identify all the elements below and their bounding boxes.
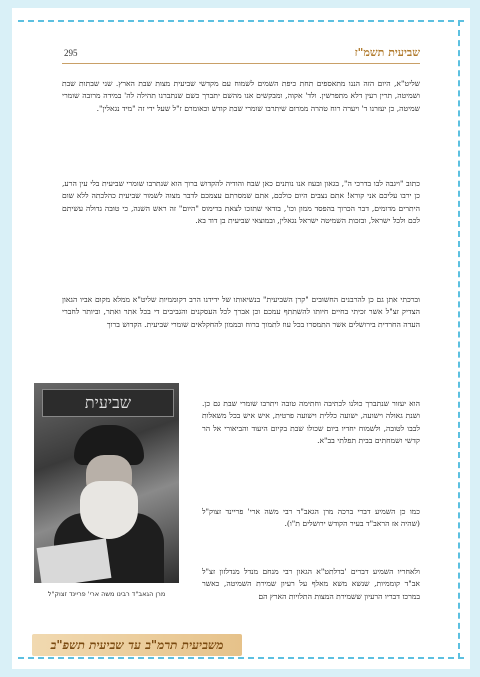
photo-paper <box>37 538 112 583</box>
dashed-border-right <box>458 20 460 659</box>
paragraph-5: ולאחריו השמיע דברים 'בדלתט"א הגאון רבי מנחם מנדל מנדלזון זצ"ל אב"ד קוממיות, שנשא משא מאלף על רעיון שמירת השמיטה, כאשר במרכז דבריו הרעיון ששמירת המצות התלויות הארץ הם <box>202 567 420 601</box>
running-title: שביעית תשמ"ז <box>354 46 420 59</box>
rabbi-photo <box>34 383 179 583</box>
paragraph-1: שליט"א, היום הזה הננו מתאספים תחת כיפת השמים לשמוח עם מקדשי שביעית מצות שבת הארץ. שני שבתות שבת ושמיטה, תרין רעין דלא מתפרשין. ולד' אקוה, ומבקשים אנו מהשם יתברך כשם שנתברנו תהילה לה' במידה מרובה שומרי שמיטה, כן יעזרנו ד' ויערה רוח טהרה ממרום שיתרבו שומרי שבת קודש וכאומרם ז"ל שעל ידי זה "מיד נגאלין". <box>62 79 420 113</box>
dashed-border-bottom <box>18 657 464 659</box>
photo-sign: שביעית <box>42 389 174 417</box>
paragraph-2: כתוב "ויגבה לבו בדרכי ה", בגאון ובעוז אנו נותנים כאן שבח והודיה להקדוש ברוך הוא שנתרבו שומרי שביעית בלי עין הרע, כן ירבו עליכם אני קורא! אתם נצבים היום כולכם, אתם שמסרתם עצמכם לדבר מצוה לשמור שביעית כהלכתה ללא שום היתרים מדומים, דבר הכרוך בהפסד ממון וכו', בודאי שתזכו לצאת בדימוס "היום" זה ראש השנה, כי טובה גדולה עשיתם לכם ולכל ישראל, ובזכות השמיטה ישראל נגאלין, ובמוצאי שביעית בן דוד בא. <box>62 179 420 226</box>
footer-banner-text: משביעית תרמ"ב עד שביעית תשפ"ב <box>50 638 224 652</box>
page <box>12 8 470 669</box>
paragraph-3-continued: הוא יעזור שנתברך כולנו לכתיבה וחתימה טובה ויתרבו שומרי שבת גם כן. ושנת גאולה וישועה, ישועה כללית וישועה פרטית, איש איש בכל משאלות לבבו לטובה, ולשמוח יחדיו ביום שכולו שבת בקיום היעוד והביאורי אל הר קדשי ושמחתים בבית תפלתי בב"א. <box>202 399 420 446</box>
photo-beard <box>80 481 138 539</box>
header-rule <box>62 63 420 64</box>
paragraph-3: וברכתי אתן גם כן להרבנים החשובים "קרן השביעית" בנשיאותו של ידידנו הרב דקוממיות שליט"א ממלא מקום אביו הגאון הצדיק זצ"ל אשר זכיתי בחיים חיותו להשתתף עמכם וכן אברך לכל העסקנים והגביבים די בכל אתר ואתר, וביותר לחברי העדה החרדית בירושלים אשר התמסרו בכל עוז לתמוך ברוח ובממון להחקלאים שומרי שביעית. הקדוש ברוך <box>62 295 420 329</box>
paragraph-4: כמו כן השמיע דברי ברכה מרן הגאב"ד רבי משה ארי' פריינד זצוק"ל (שהיה אז הראב"ד בעיר הקודש ירושלים ת"ו). <box>202 507 420 529</box>
page-number: 295 <box>64 48 78 58</box>
dashed-border-top <box>18 20 464 22</box>
photo-caption: מרן הגאב"ד רבינו משה ארי' פריינד זצוק"ל <box>47 590 166 598</box>
